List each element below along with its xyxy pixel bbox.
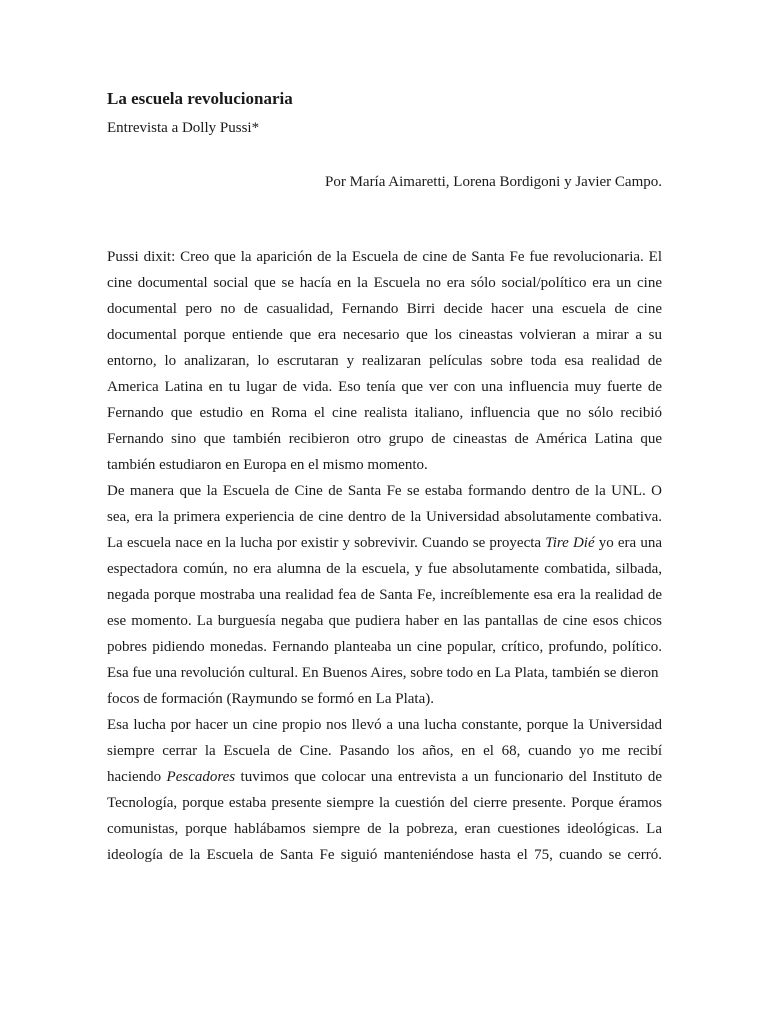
document-byline: Por María Aimaretti, Lorena Bordigoni y Javier Campo. — [324, 174, 662, 190]
paragraph-2 — [107, 478, 662, 712]
text-line: Pussi dixit: Creo que la aparición de la Escuela de cine de Santa Fe fue revolucionaria. El — [107, 249, 662, 265]
text-line-with-film-title — [107, 530, 662, 556]
paragraph-3 — [107, 712, 662, 868]
text-line: ese momento. La burguesía negaba que pudiera haber en las pantallas de cine esos chicos — [107, 613, 662, 629]
text-segment: La escuela nace en la lucha por existir y sobrevivir. Cuando se proyecta — [107, 535, 546, 551]
text-line-with-film-title — [107, 764, 662, 790]
text-line: Tecnología, porque estaba presente siempre la cuestión del cierre presente. Porque éramos — [107, 795, 662, 811]
text-line: documental porque entiende que era necesario que los cineastas volvieran a mirar a su — [107, 327, 662, 343]
text-line: cine documental social que se hacía en la Escuela no era sólo social/político era un cine — [107, 275, 662, 291]
paragraph-1 — [107, 244, 662, 478]
text-line: siempre cerrar la Escuela de Cine. Pasando los años, en el 68, cuando yo me recibí — [107, 743, 662, 759]
text-line: America Latina en tu lugar de vida. Eso tenía que ver con una influencia muy fuerte de — [107, 379, 662, 395]
text-segment: tuvimos que colocar una entrevista a un funcionario del Instituto de — [235, 769, 662, 785]
text-line: también estudiaron en Europa en el mismo momento. — [107, 457, 428, 473]
text-line: Esa fue una revolución cultural. En Buenos Aires, sobre todo en La Plata, también se dieron — [107, 665, 659, 681]
film-title: Tire Dié — [545, 535, 595, 551]
document-body — [107, 244, 662, 868]
text-line: pobres pidiendo monedas. Fernando planteaba un cine popular, crítico, profundo, político. — [107, 639, 662, 655]
text-line: Fernando que estudio en Roma el cine realista italiano, influencia que no sólo recibió — [107, 405, 662, 421]
document-subtitle: Entrevista a Dolly Pussi* — [107, 120, 260, 136]
text-line: entorno, lo analizaran, lo escrutaran y realizaran películas sobre toda esa realidad de — [107, 353, 662, 369]
text-line: focos de formación (Raymundo se formó en La Plata). — [107, 691, 434, 707]
text-line: negada porque mostraba una realidad fea de Santa Fe, increíblemente esa era la realidad de — [107, 587, 662, 603]
text-line: documental pero no de casualidad, Fernando Birri decide hacer una escuela de cine — [107, 301, 662, 317]
text-line: Esa lucha por hacer un cine propio nos llevó a una lucha constante, porque la Universidad — [107, 717, 662, 733]
text-segment: yo era una — [594, 535, 663, 551]
text-line: comunistas, porque hablábamos siempre de la pobreza, eran cuestiones ideológicas. La — [107, 821, 662, 837]
text-line: ideología de la Escuela de Santa Fe siguió manteniéndose hasta el 75, cuando se cerró. — [107, 847, 662, 863]
text-line: sea, era la primera experiencia de cine dentro de la Universidad absolutamente combativa. — [107, 509, 662, 525]
document-title: La escuela revolucionaria — [107, 89, 293, 108]
text-segment: haciendo — [107, 769, 167, 785]
text-line: Fernando sino que también recibieron otro grupo de cineastas de América Latina que — [107, 431, 662, 447]
film-title: Pescadores — [166, 769, 236, 785]
text-line: espectadora común, no era alumna de la escuela, y fue absolutamente combatida, silbada, — [107, 561, 662, 577]
text-line: De manera que la Escuela de Cine de Santa Fe se estaba formando dentro de la UNL. O — [107, 483, 662, 499]
